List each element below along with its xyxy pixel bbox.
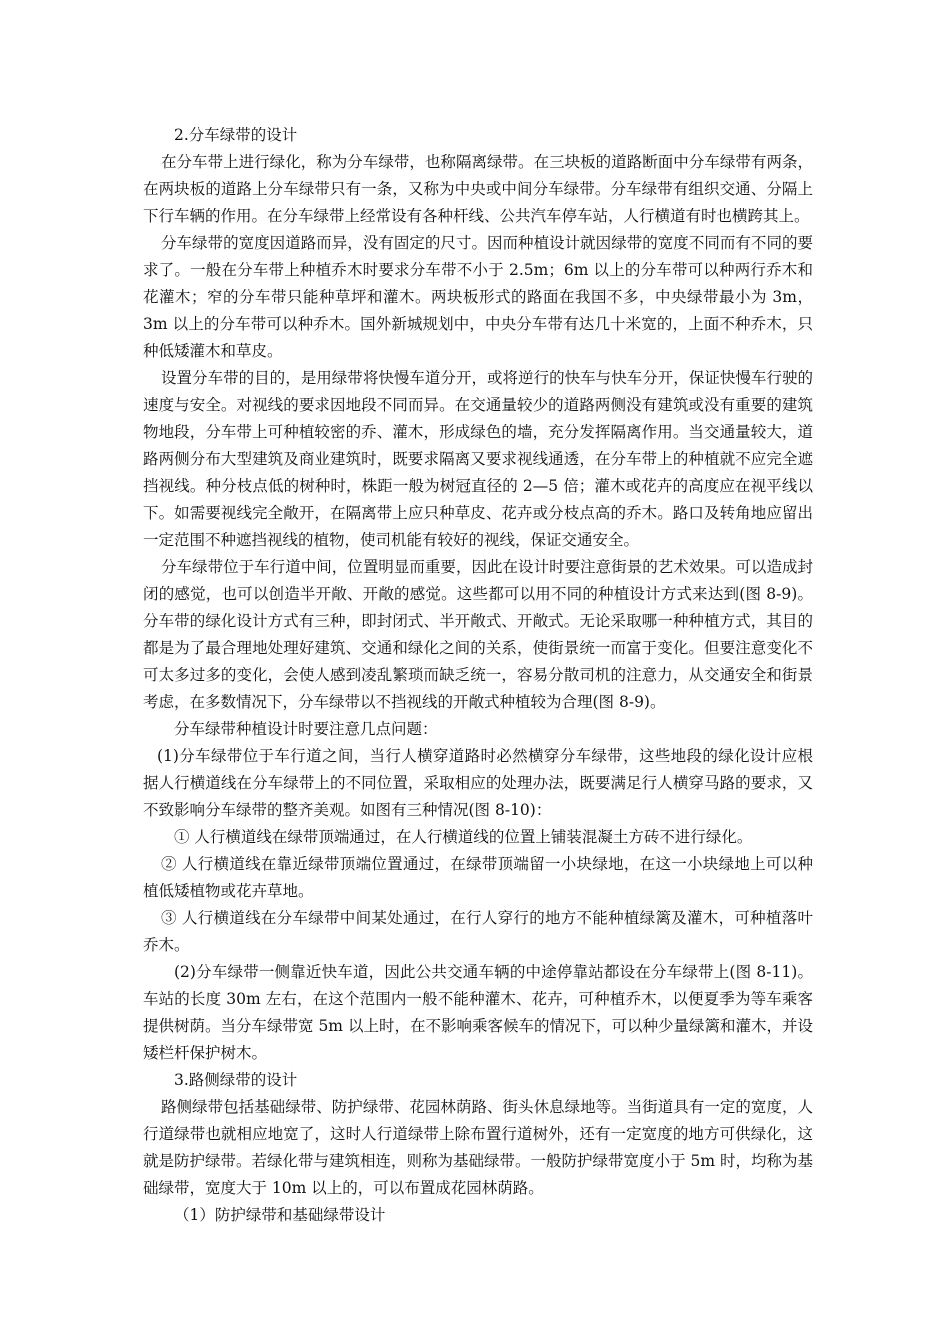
list-item: ③ 人行横道线在分车绿带中间某处通过，在行人穿行的地方不能种植绿篱及灌木，可种植落叶乔木。: [143, 909, 813, 954]
paragraph: 在分车带上进行绿化，称为分车绿带，也称隔离绿带。在三块板的道路断面中分车绿带有两条，在两块板的道路上分车绿带只有一条，又称为中央或中间分车绿带。分车绿带有组织交通、分隔上下行车辆的作用。在分车绿带上经常设有各种杆线、公共汽车停车站，人行横道有时也横跨其上。: [143, 153, 813, 225]
section-heading-roadside-green-belt: 3.路侧绿带的设计: [174, 1071, 298, 1089]
list-item: ① 人行横道线在绿带顶端通过，在人行横道线的位置上铺装混凝土方砖不进行绿化。: [174, 828, 753, 846]
paragraph: 设置分车带的目的，是用绿带将快慢车道分开，或将逆行的快车与快车分开，保证快慢车行驶的速度与安全。对视线的要求因地段不同而异。在交通量较少的道路两侧没有建筑或没有重要的建筑物地段，分车带上可种植较密的乔、灌木，形成绿色的墙，充分发挥隔离作用。当交通量较大，道路两侧分布大型建筑及商业建筑时，既要求隔离又要求视线通透，在分车带上的种植就不应完全遮挡视线。种分枝点低的树种时，株距一般为树冠直径的 2—5 倍；灌木或花卉的高度应在视平线以下。如需要视线完全敞开，在隔离带上应只种草皮、花卉或分枝点高的乔木。路口及转角地应留出一定范围不种遮挡视线的植物，使司机能有较好的视线，保证交通安全。: [143, 369, 813, 549]
document-body: [143, 122, 813, 1229]
subsection-heading: （1）防护绿带和基础绿带设计: [174, 1206, 386, 1224]
section-heading-median-green-belt: 2.分车绿带的设计: [174, 126, 298, 144]
paragraph: 路侧绿带包括基础绿带、防护绿带、花园林荫路、街头休息绿地等。当街道具有一定的宽度，人行道绿带也就相应地宽了，这时人行道绿带上除布置行道树外，还有一定宽度的地方可供绿化，这就是防护绿带。若绿化带与建筑相连，则称为基础绿带。一般防护绿带宽度小于 5m 时，均称为基础绿带，宽度大于 10m 以上的，可以布置成花园林荫路。: [143, 1098, 813, 1197]
list-item: (1)分车绿带位于车行道之间，当行人横穿道路时必然横穿分车绿带，这些地段的绿化设计应根据人行横道线在分车绿带上的不同位置，采取相应的处理办法，既要满足行人横穿马路的要求，又不致影响分车绿带的整齐美观。如图有三种情况(图 8-10)：: [143, 747, 813, 819]
paragraph: 分车绿带位于车行道中间，位置明显而重要，因此在设计时要注意街景的艺术效果。可以造成封闭的感觉，也可以创造半开敞、开敞的感觉。这些都可以用不同的种植设计方式来达到(图 8-9)。分车带的绿化设计方式有三种，即封闭式、半开敞式、开敞式。无论采取哪一种种植方式，其目的都是为了最合理地处理好建筑、交通和绿化之间的关系，使街景统一而富于变化。但要注意变化不可太多过多的变化，会使人感到凌乱繁琐而缺乏统一，容易分散司机的注意力，从交通安全和街景考虑，在多数情况下，分车绿带以不挡视线的开敞式种植较为合理(图 8-9)。: [143, 558, 813, 711]
list-item: (2)分车绿带一侧靠近快车道，因此公共交通车辆的中途停靠站都设在分车绿带上(图 8-11)。车站的长度 30m 左右，在这个范围内一般不能种灌木、花卉，可种植乔木，以便夏季为等车乘客提供树荫。当分车绿带宽 5m 以上时，在不影响乘客候车的情况下，可以种少量绿篱和灌木，并设矮栏杆保护树木。: [143, 963, 813, 1062]
paragraph: 分车绿带的宽度因道路而异，没有固定的尺寸。因而种植设计就因绿带的宽度不同而有不同的要求了。一般在分车带上种植乔木时要求分车带不小于 2.5m；6m 以上的分车带可以种两行乔木和花灌木；窄的分车带只能种草坪和灌木。两块板形式的路面在我国不多，中央绿带最小为 3m，3m 以上的分车带可以种乔木。国外新城规划中，中央分车带有达几十米宽的，上面不种乔木，只种低矮灌木和草皮。: [143, 234, 813, 360]
list-item: ② 人行横道线在靠近绿带顶端位置通过，在绿带顶端留一小块绿地，在这一小块绿地上可以种植低矮植物或花卉草地。: [143, 855, 813, 900]
paragraph: 分车绿带种植设计时要注意几点问题：: [174, 720, 438, 738]
